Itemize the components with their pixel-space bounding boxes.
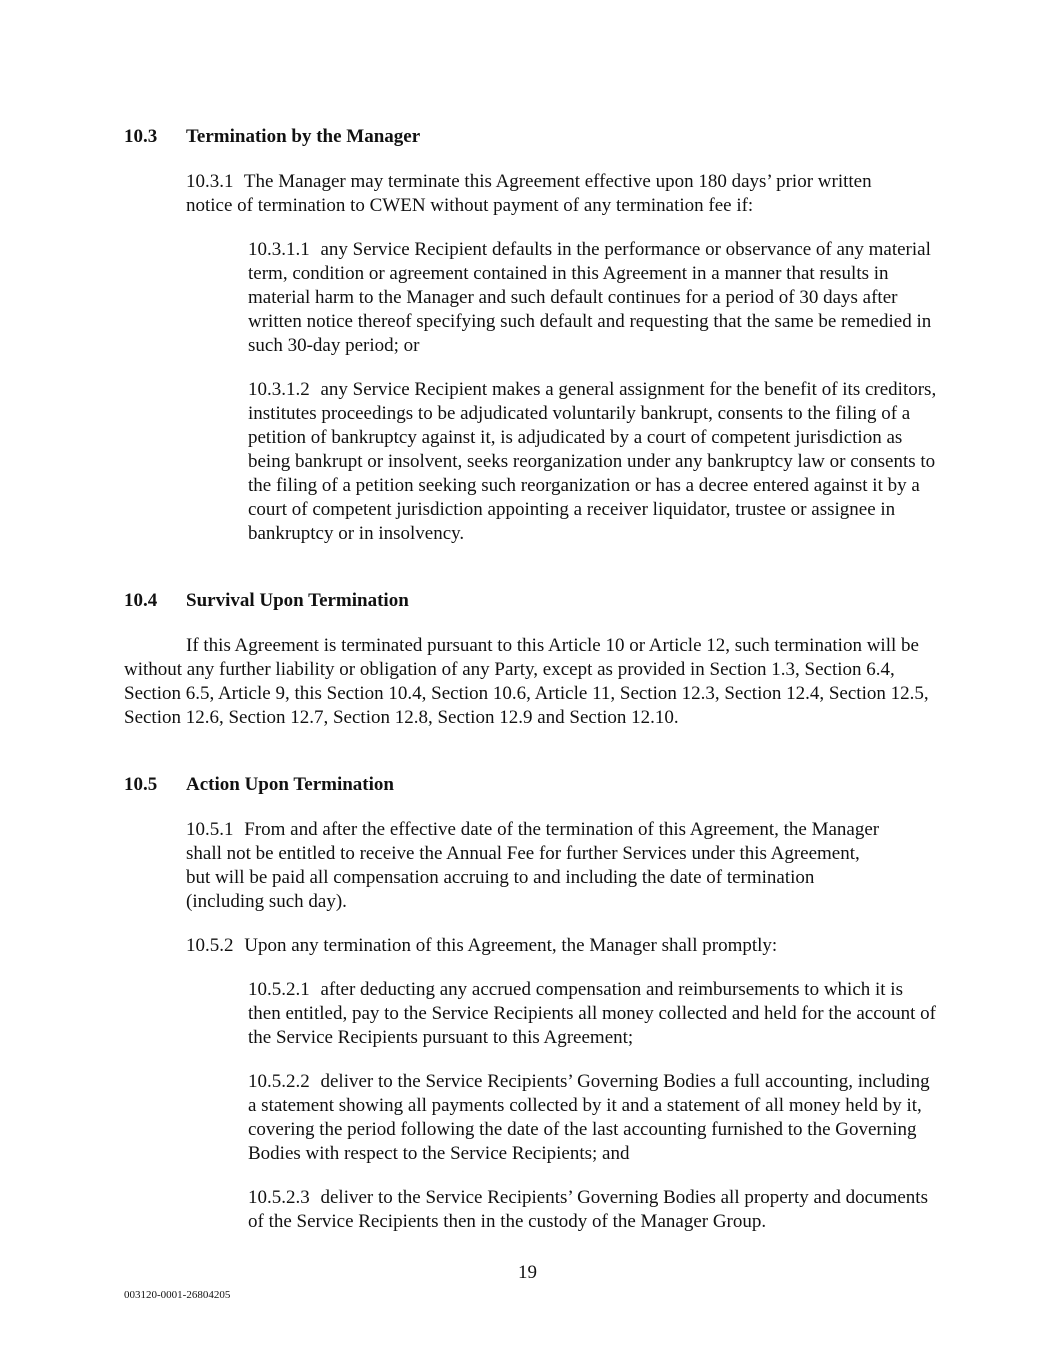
- section-heading-10-3: [124, 125, 420, 149]
- clause-number: 10.3.1: [186, 171, 234, 192]
- section-title: Termination by the Manager: [186, 126, 421, 147]
- page-number: 19: [518, 1262, 537, 1283]
- document-id: 003120-0001-26804205: [124, 1289, 231, 1301]
- clause-number: 10.5.2.1: [248, 979, 310, 1000]
- clause-number: 10.5.2.2: [248, 1071, 310, 1092]
- section-number: 10.3: [124, 126, 158, 147]
- section-title: Survival Upon Termination: [186, 590, 409, 611]
- section-10-4-body: If this Agreement is terminated pursuant to this Article 10 or Article 12, such termination will be without any further liability or obligation of any Party, except as provided in Section 1.3, Section 6.4, Section 6.5, Article 9, this Section 10.4, Section 10.6, Article 11, Section 12.3, Section 12.4, Section 12.5, Section 12.6, Section 12.7, Section 12.8, Section 12.9 and Section 12.10.: [124, 635, 929, 728]
- clause-10-5-1: [186, 818, 886, 914]
- clause-text: after deducting any accrued compensation and reimbursements to which it is then entitled, pay to the Service Recipients all money collected and held for the account of the Service Recipients pursuant to this Agreement;: [248, 979, 936, 1048]
- clause-10-5-2: [186, 934, 886, 958]
- clause-text: Upon any termination of this Agreement, the Manager shall promptly:: [244, 935, 778, 956]
- section-title: Action Upon Termination: [186, 774, 394, 795]
- clause-10-5-2-3: [248, 1186, 938, 1234]
- clause-text: deliver to the Service Recipients’ Governing Bodies a full accounting, including a statement showing all payments collected by it and a statement of all money held by it, covering the period following the date of the last accounting furnished to the Governing Bodies with respect to the Service Recipients; and: [248, 1071, 930, 1164]
- clause-number: 10.5.2: [186, 935, 234, 956]
- clause-10-5-2-1: [248, 978, 938, 1050]
- clause-text: From and after the effective date of the termination of this Agreement, the Manager shall not be entitled to receive the Annual Fee for further Services under this Agreement, but will be paid all compensation accruing to and including the date of termination (including such day).: [186, 819, 880, 912]
- clause-number: 10.3.1.1: [248, 239, 310, 260]
- section-heading-10-5: [124, 773, 394, 797]
- clause-10-3-1-1: [248, 238, 938, 358]
- section-number: 10.4: [124, 590, 158, 611]
- clause-text: any Service Recipient makes a general assignment for the benefit of its creditors, institutes proceedings to be adjudicated voluntarily bankrupt, consents to the filing of a petition of bankruptcy against it, is adjudicated by a court of competent jurisdiction as being bankrupt or insolvent, seeks reorganization under any bankruptcy law or consents to the filing of a petition seeking such reorganization or has a decree entered against it by a court of competent jurisdiction appointing a receiver liquidator, trustee or assignee in bankruptcy or in insolvency.: [248, 379, 937, 544]
- section-heading-10-4: [124, 589, 409, 613]
- clause-10-3-1-2: [248, 378, 938, 546]
- clause-text: any Service Recipient defaults in the performance or observance of any material term, condition or agreement contained in this Agreement in a manner that results in material harm to the Manager and such default continues for a period of 30 days after written notice thereof specifying such default and requesting that the same be remedied in such 30-day period; or: [248, 239, 932, 356]
- clause-number: 10.5.2.3: [248, 1187, 310, 1208]
- clause-text: The Manager may terminate this Agreement effective upon 180 days’ prior written notice of termination to CWEN without payment of any termination fee if:: [186, 171, 872, 216]
- clause-number: 10.5.1: [186, 819, 234, 840]
- clause-number: 10.3.1.2: [248, 379, 310, 400]
- clause-text: deliver to the Service Recipients’ Governing Bodies all property and documents of the Service Recipients then in the custody of the Manager Group.: [248, 1187, 928, 1232]
- section-number: 10.5: [124, 774, 158, 795]
- clause-10-5-2-2: [248, 1070, 938, 1166]
- clause-10-3-1: [186, 170, 886, 218]
